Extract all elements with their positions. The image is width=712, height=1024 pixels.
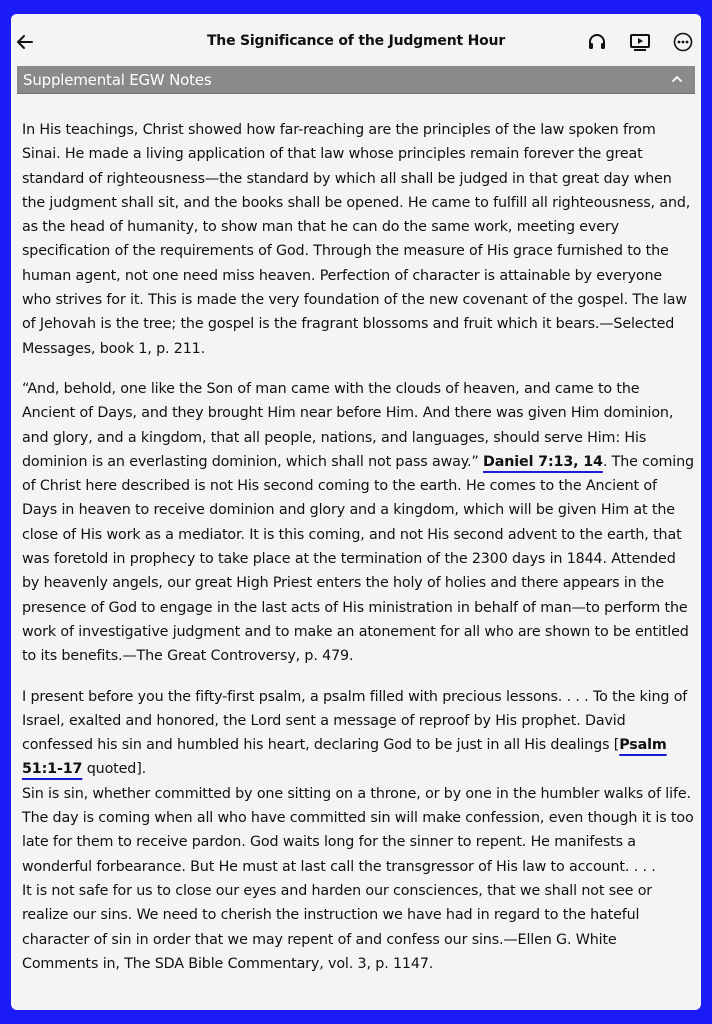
notes-content: [22, 118, 694, 976]
headphones-icon: [587, 32, 607, 52]
paragraph-4: Sin is sin, whether committed by one sitting on a throne, or by one in the humbler walks of life. The day is coming when all who have committed sin will make confession, even though it is too late for them to receive pardon. God waits long for the sinner to repent. He manifests a wonderful forbearance. But He must at last call the transgressor of His law to account. . . .: [22, 785, 694, 875]
paragraph-5: It is not safe for us to close our eyes and harden our consciences, that we shall not see or realize our sins. We need to cherish the instruction we have had in regard to the hateful character of sin in order that we may repent of and confess our sins.—Ellen G. White Comments in, The SDA Bible Commentary, vol. 3, p. 1147.: [22, 882, 653, 972]
paragraph-2: [22, 377, 694, 669]
section-title: Supplemental EGW Notes: [23, 70, 212, 89]
supplemental-notes-header[interactable]: [17, 66, 695, 94]
paragraph-3-text-end: quoted].: [82, 761, 147, 778]
video-button[interactable]: [628, 30, 652, 54]
paragraph-2-text-end: . The coming of Christ here described is not His second coming to the earth. He comes to the Ancient of Days in heaven to receive dominion and glory and a kingdom, which will be given Him at the close of His work as a mediator. It is this coming, and not His second advent to the earth, that was foretold in prophecy to take place at the termination of the 2300 days in 1844. Attended by heavenly angels, our great High Priest enters the holy of holies and there appears in the presence of God to engage in the last acts of His ministration in behalf of man—to perform the work of investigative judgment and to make an atonement for all who are shown to be entitled to its benefits.—The Great Controversy, p. 479.: [22, 453, 694, 665]
listen-button[interactable]: [585, 30, 609, 54]
more-options-button[interactable]: [671, 30, 695, 54]
paragraph-2-text-start: “And, behold, one like the Son of man came with the clouds of heaven, and came to the Ancient of Days, and they brought Him near before Him. And there was given Him dominion, and glory, and a kingdom, that all people, nations, and languages, should serve Him: His dominion is an everlasting dominion, which shall not pass away.”: [22, 380, 674, 470]
more-options-icon: [673, 32, 693, 52]
scripture-link-daniel[interactable]: Daniel 7:13, 14: [483, 453, 603, 470]
paragraph-1: In His teachings, Christ showed how far-reaching are the principles of the law spoken from Sinai. He made a living application of that law whose principles remain forever the great standard of righteousness—the standard by which all shall be judged in that great day when the judgment shall sit, and the books shall be opened. He came to fulfill all righteousness, and, as the head of humanity, to show man that he can do the same work, meeting every specification of the requirements of God. Through the measure of His grace furnished to the human agent, not one need miss heaven. Perfection of character is attainable by everyone who strives for it. This is made the very foundation of the new covenant of the gospel. The law of Jehovah is the tree; the gospel is the fragrant blossoms and fruit which it bears.—Selected Messages, book 1, p. 211.: [22, 122, 691, 357]
paragraph-3-text-start: I present before you the fifty-first psalm, a psalm filled with precious lessons. . . . To the king of Israel, exalted and honored, the Lord sent a message of reproof by His prophet. David confessed his sin and humbled his heart, declaring God to be just in all His dealings [: [22, 688, 688, 754]
app-window: [11, 14, 701, 1010]
scripture-link-psalm[interactable]: Psalm 51:1-17: [22, 737, 667, 778]
paragraph-group-3: [22, 685, 694, 977]
toolbar-actions: [566, 30, 695, 54]
chevron-up-icon[interactable]: [671, 74, 683, 84]
paragraph-3: [22, 685, 694, 782]
top-bar: [11, 14, 701, 66]
page-title: The Significance of the Judgment Hour: [206, 33, 506, 49]
play-video-icon: [629, 32, 651, 52]
